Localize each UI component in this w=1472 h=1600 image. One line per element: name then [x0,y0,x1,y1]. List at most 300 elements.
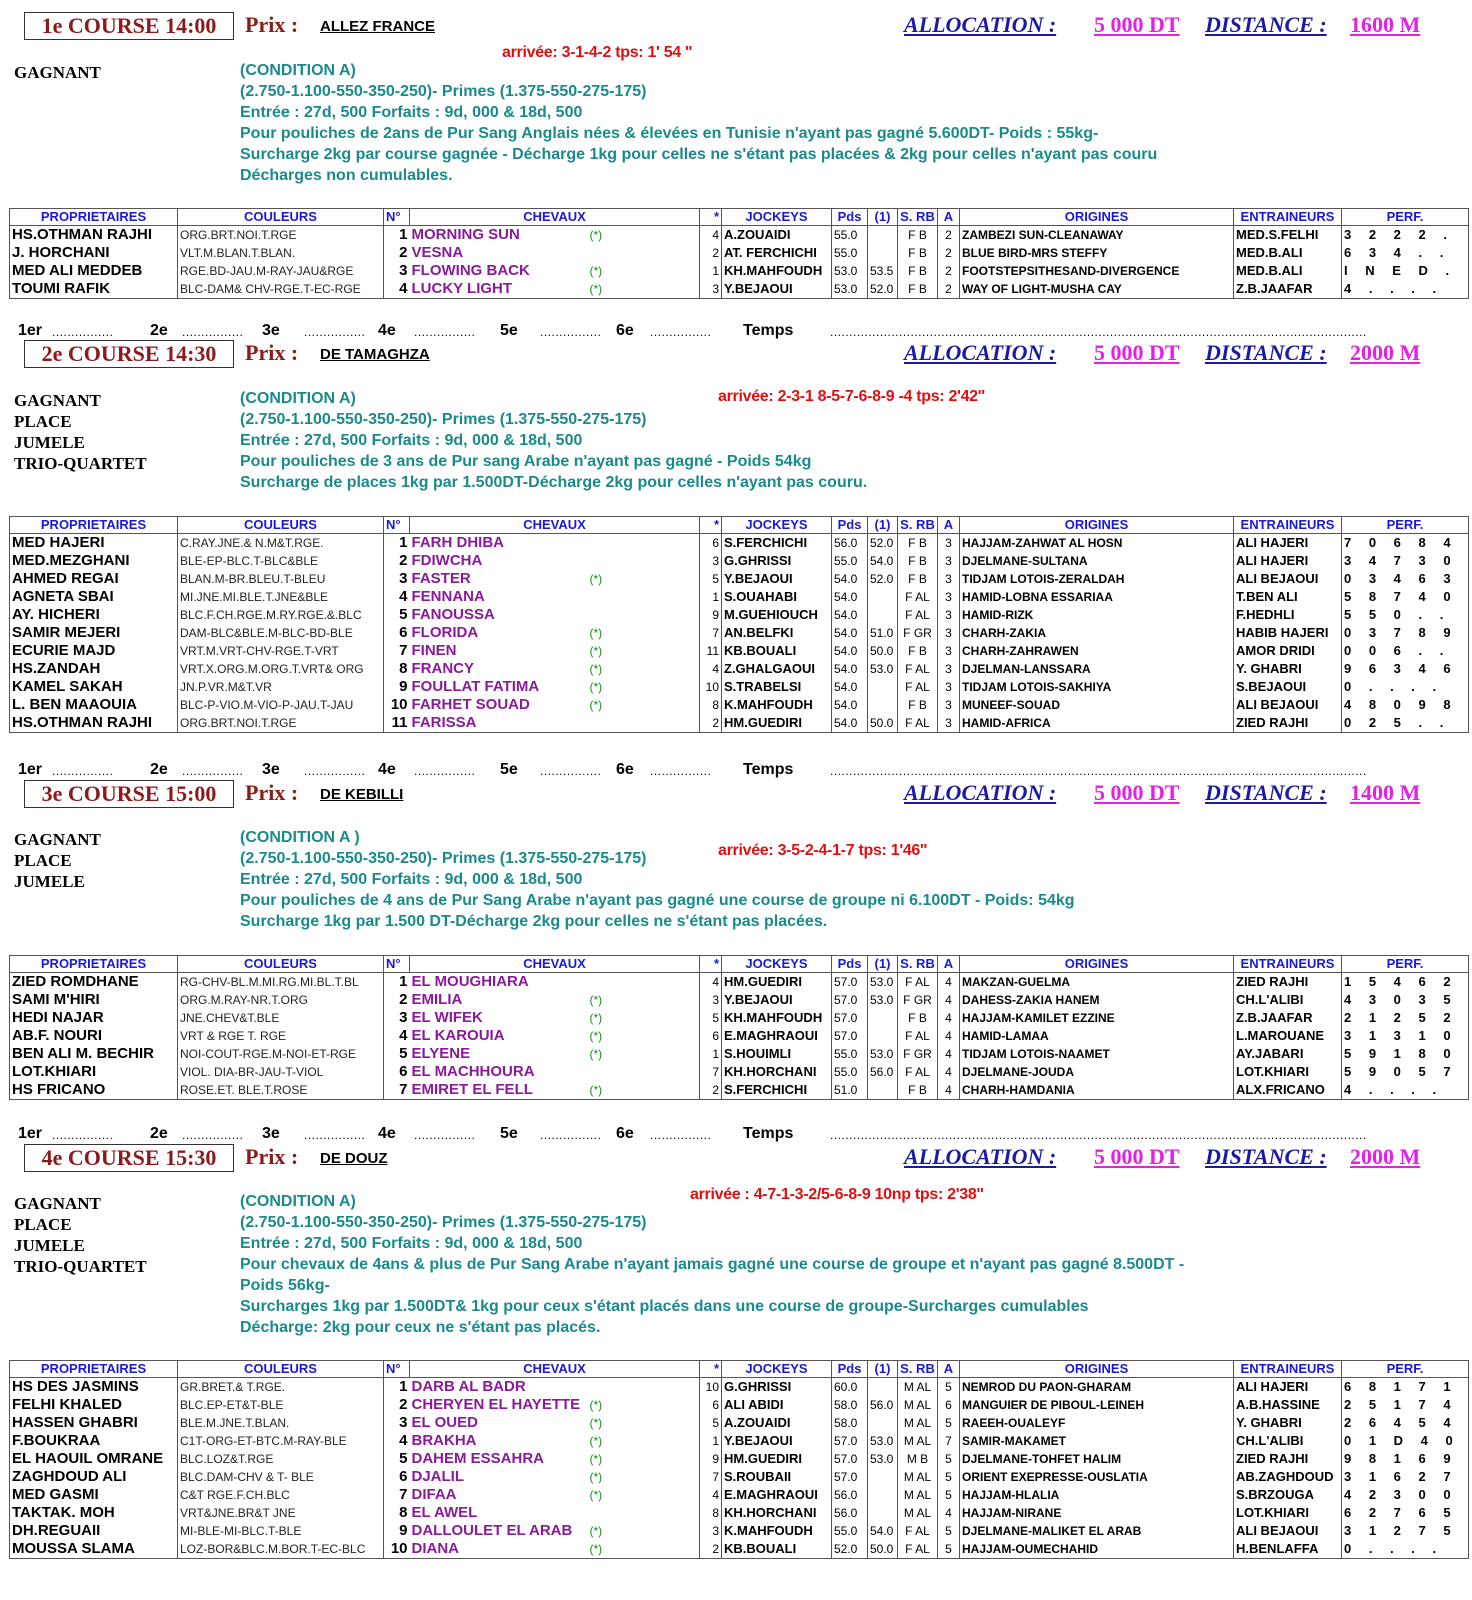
horse-cell [410,1063,700,1081]
runner-number: 7 [384,1081,410,1100]
bet-type: JUMELE [14,872,85,891]
weight: 56.0 [832,534,868,553]
entry-dots: ................ [414,764,476,778]
entry-dots: ............................................................................................................................................ [830,325,1367,339]
origins: MAKZAN-GUELMA [960,973,1234,992]
column-header: COULEURS [178,1361,384,1378]
owner: MED.MEZGHANI [10,552,178,570]
runner-number: 4 [384,1432,410,1450]
jockey: A.ZOUAIDI [722,226,832,245]
performance: 4 3 0 3 5 [1342,991,1469,1009]
blinker-mark: (*) [589,644,603,658]
jockey: K.MAHFOUDH [722,696,832,714]
sex-breed: F B [898,552,938,570]
runner-row[interactable] [10,1081,1469,1100]
horse-name: FASTER [411,570,471,587]
column-header: COULEURS [178,517,384,534]
placing-label-p3: 3e [262,322,280,339]
entry-dots: ................ [182,764,244,778]
performance: 6 2 7 6 5 [1342,1504,1469,1522]
colors: ORG.M.RAY-NR.T.ORG [178,991,384,1009]
race-conditions [240,1191,1184,1338]
draw-number: 3 [700,552,722,570]
runner-row[interactable] [10,606,1469,624]
performance: 2 1 2 5 2 [1342,1009,1469,1027]
runner-row[interactable] [10,570,1469,588]
bet-types [14,829,101,892]
horse-cell [410,1486,700,1504]
blinker-mark: (*) [589,264,603,278]
column-header: * [700,1361,722,1378]
runner-row[interactable] [10,1522,1469,1540]
weight-carried [868,588,898,606]
owner: AGNETA SBAI [10,588,178,606]
allocation-unit: DT [1149,340,1180,365]
sex-breed: F B [898,642,938,660]
condition-line: (2.750-1.100-550-350-250)- Primes (1.375-550-275-175) [240,411,647,428]
blinker-mark: (*) [589,662,603,676]
blinker-mark: (*) [589,1083,603,1097]
draw-number: 7 [700,624,722,642]
column-header: (1) [868,517,898,534]
column-header: N° [384,1361,410,1378]
jockey: S.HOUIMLI [722,1045,832,1063]
condition-line: Pour chevaux de 4ans & plus de Pur Sang Arabe n'ayant jamais gagné une course de groupe et n'ayant pas gagné 8.500DT - [240,1256,1185,1273]
placing-label-temps: Temps [743,322,794,339]
jockey: A.ZOUAIDI [722,1414,832,1432]
weight-carried [868,1027,898,1045]
blinker-mark: (*) [589,698,603,712]
sex-breed: M AL [898,1396,938,1414]
runner-row[interactable] [10,1378,1469,1397]
column-header: * [700,956,722,973]
draw-number: 1 [700,1432,722,1450]
colors: RG-CHV-BL.M.MI.RG.MI.BL.T.BL [178,973,384,992]
column-header: JOCKEYS [722,1361,832,1378]
runner-number: 1 [384,534,410,553]
weight: 60.0 [832,1378,868,1397]
colors: BLC-P-VIO.M-VIO-P-JAU.T-JAU [178,696,384,714]
age: 3 [938,624,960,642]
blinker-mark: (*) [589,1542,603,1556]
origins: TIDJAM LOTOIS-ZERALDAH [960,570,1234,588]
condition-line: Surcharges 1kg par 1.500DT& 1kg pour ceux s'étant placés dans une course de groupe-Surcharges cumulables [240,1298,1089,1315]
allocation-amount: 5 000 [1094,780,1144,805]
trainer: L.MAROUANE [1234,1027,1342,1045]
sex-breed: F B [898,534,938,553]
trainer: Z.B.JAAFAR [1234,280,1342,299]
performance: 4 . . . . [1342,1081,1469,1100]
entry-dots: ................ [650,764,712,778]
runner-row[interactable] [10,552,1469,570]
runners-table [9,516,1469,733]
entry-dots: ................ [540,1128,602,1142]
column-header: (1) [868,209,898,226]
horse-name: FARH DHIBA [411,534,504,551]
blinker-mark: (*) [589,1452,603,1466]
jockey: KH.MAHFOUDH [722,262,832,280]
column-header: A [938,517,960,534]
entry-dots: ................ [540,325,602,339]
distance-amount: 1600 [1350,12,1394,37]
age: 2 [938,280,960,299]
colors: C.RAY.JNE.& N.M&T.RGE. [178,534,384,553]
column-header: PROPRIETAIRES [10,1361,178,1378]
horse-name: FRANCY [411,660,474,677]
weight: 58.0 [832,1396,868,1414]
performance: 3 1 6 2 7 [1342,1468,1469,1486]
horse-cell [410,660,700,678]
placing-label-p3: 3e [262,1125,280,1142]
age: 3 [938,570,960,588]
runner-row[interactable] [10,696,1469,714]
trainer: H.BENLAFFA [1234,1540,1342,1559]
owner: ECURIE MAJD [10,642,178,660]
arrivee-result: arrivée: 2-3-1 8-5-7-6-8-9 -4 tps: 2'42'' [718,388,985,405]
table-header-row [10,956,1469,973]
horse-cell [410,1027,700,1045]
colors: C1T-ORG-ET-BTC.M-RAY-BLE [178,1432,384,1450]
sex-breed: F AL [898,606,938,624]
weight-carried [868,1009,898,1027]
owner: MOUSSA SLAMA [10,1540,178,1559]
origins: CHARH-ZAHRAWEN [960,642,1234,660]
blinker-mark: (*) [589,1524,603,1538]
jockey: E.MAGHRAOUI [722,1486,832,1504]
distance-unit: M [1399,12,1421,37]
runner-row[interactable] [10,660,1469,678]
origins: CHARH-HAMDANIA [960,1081,1234,1100]
horse-cell [410,1009,700,1027]
owner: DH.REGUAII [10,1522,178,1540]
jockey: Y.BEJAOUI [722,280,832,299]
race-header [0,780,1472,810]
blinker-mark: (*) [589,1488,603,1502]
runner-row[interactable] [10,588,1469,606]
runner-number: 1 [384,1378,410,1397]
column-header: COULEURS [178,956,384,973]
sex-breed: F AL [898,1540,938,1559]
jockey: KB.BOUALI [722,642,832,660]
weight-carried: 53.0 [868,660,898,678]
condition-line: (CONDITION A ) [240,829,360,846]
column-header: S. RB [898,209,938,226]
runners-table [9,1360,1469,1559]
runner-row[interactable] [10,1432,1469,1450]
horse-name: VESNA [411,244,464,261]
draw-number: 2 [700,1081,722,1100]
trainer: ALI HAJERI [1234,534,1342,553]
arrivee-result: arrivée: 3-1-4-2 tps: 1' 54 '' [502,44,693,61]
trainer: HABIB HAJERI [1234,624,1342,642]
horse-cell [410,1504,700,1522]
jockey: ALI ABIDI [722,1396,832,1414]
horse-cell [410,1378,700,1397]
jockey: S.FERCHICHI [722,534,832,553]
column-header: N° [384,956,410,973]
colors: ORG.BRT.NOI.T.RGE [178,226,384,245]
origins: HAJJAM-NIRANE [960,1504,1234,1522]
prix-name: ALLEZ FRANCE [320,18,435,35]
allocation-amount: 5 000 [1094,340,1144,365]
draw-number: 2 [700,1540,722,1559]
runner-row[interactable] [10,1045,1469,1063]
condition-line: (CONDITION A) [240,1193,356,1210]
owner: F.BOUKRAA [10,1432,178,1450]
sex-breed: F B [898,1009,938,1027]
draw-number: 5 [700,1009,722,1027]
draw-number: 2 [700,244,722,262]
runner-row[interactable] [10,642,1469,660]
distance-value [1350,780,1420,806]
allocation-unit: DT [1149,1144,1180,1169]
runner-row[interactable] [10,1396,1469,1414]
weight: 54.0 [832,642,868,660]
horse-name: FANOUSSA [411,606,495,623]
runner-row[interactable] [10,678,1469,696]
jockey: G.GHRISSI [722,552,832,570]
distance-value [1350,1144,1420,1170]
owner: HS.OTHMAN RAJHI [10,714,178,733]
origins: NEMROD DU PAON-GHARAM [960,1378,1234,1397]
distance-amount: 2000 [1350,340,1394,365]
distance-unit: M [1399,340,1421,365]
placing-label-p6: 6e [616,1125,634,1142]
age: 3 [938,642,960,660]
runner-row[interactable] [10,1414,1469,1432]
weight: 54.0 [832,624,868,642]
runner-number: 9 [384,1522,410,1540]
owner: MED HAJERI [10,534,178,553]
performance: 5 5 0 . . [1342,606,1469,624]
jockey: AT. FERCHICHI [722,244,832,262]
owner: HS DES JASMINS [10,1378,178,1397]
origins: MUNEEF-SOUAD [960,696,1234,714]
age: 5 [938,1468,960,1486]
runner-number: 9 [384,678,410,696]
colors: VIOL. DIA-BR-JAU-T-VIOL [178,1063,384,1081]
origins: HAJJAM-KAMILET EZZINE [960,1009,1234,1027]
age: 3 [938,696,960,714]
runner-number: 10 [384,1540,410,1559]
weight: 57.0 [832,1009,868,1027]
horse-cell [410,1396,700,1414]
owner: SAMIR MEJERI [10,624,178,642]
sex-breed: M AL [898,1486,938,1504]
colors: BLC.F.CH.RGE.M.RY.RGE.&.BLC [178,606,384,624]
draw-number: 8 [700,696,722,714]
column-header: S. RB [898,517,938,534]
weight-carried: 54.0 [868,552,898,570]
performance: 3 2 2 2 . [1342,226,1469,245]
weight-carried: 52.0 [868,280,898,299]
jockey: M.GUEHIOUCH [722,606,832,624]
colors: BLC.DAM-CHV & T- BLE [178,1468,384,1486]
horse-name: EL WIFEK [411,1009,483,1026]
runner-row[interactable] [10,973,1469,992]
runner-row[interactable] [10,1504,1469,1522]
allocation-unit: DT [1149,12,1180,37]
weight-carried [868,1081,898,1100]
draw-number: 9 [700,1450,722,1468]
weight-carried: 53.0 [868,973,898,992]
sex-breed: M AL [898,1468,938,1486]
performance: 2 6 4 5 4 [1342,1414,1469,1432]
weight: 55.0 [832,1522,868,1540]
jockey: KB.BOUALI [722,1540,832,1559]
draw-number: 1 [700,262,722,280]
draw-number: 4 [700,660,722,678]
condition-line: Surcharge 2kg par course gagnée - Décharge 1kg pour celles ne s'étant pas placées & 2kg pour celles n'ayant pas couru [240,146,1158,163]
distance-label: DISTANCE : [1205,12,1327,37]
colors: JN.P.VR.M&T.VR [178,678,384,696]
weight-carried: 50.0 [868,642,898,660]
bet-type: PLACE [14,1215,72,1234]
runner-number: 8 [384,1504,410,1522]
colors: JNE.CHEV&T.BLE [178,1009,384,1027]
allocation-amount: 5 000 [1094,12,1144,37]
bet-type: TRIO-QUARTET [14,1257,147,1276]
trainer: ZIED RAJHI [1234,1450,1342,1468]
runner-number: 2 [384,991,410,1009]
performance: 4 . . . . [1342,280,1469,299]
horse-cell [410,714,700,733]
draw-number: 8 [700,1504,722,1522]
runner-row[interactable] [10,226,1469,245]
runners-table [9,208,1469,299]
performance: 5 9 1 8 0 [1342,1045,1469,1063]
sex-breed: M B [898,1450,938,1468]
trainer: S.BRZOUGA [1234,1486,1342,1504]
result-entry-line [0,322,1472,342]
allocation-value [1094,340,1180,366]
age: 3 [938,660,960,678]
condition-line: (CONDITION A) [240,62,356,79]
performance: 6 3 4 . . [1342,244,1469,262]
colors: NOI-COUT-RGE.M-NOI-ET-RGE [178,1045,384,1063]
owner: AY. HICHERI [10,606,178,624]
column-header: Pds [832,209,868,226]
column-header: ENTRAINEURS [1234,209,1342,226]
runner-row[interactable] [10,1450,1469,1468]
sex-breed: F B [898,1081,938,1100]
weight: 57.0 [832,991,868,1009]
sex-breed: F GR [898,624,938,642]
colors: BLC-DAM& CHV-RGE.T-EC-RGE [178,280,384,299]
runner-row[interactable] [10,624,1469,642]
horse-cell [410,1468,700,1486]
result-entry-line [0,761,1472,781]
runner-row[interactable] [10,534,1469,553]
age: 6 [938,1396,960,1414]
trainer: T.BEN ALI [1234,588,1342,606]
runner-row[interactable] [10,244,1469,262]
weight: 53.0 [832,262,868,280]
horse-cell [410,262,700,280]
jockey: KH.HORCHANI [722,1063,832,1081]
horse-cell [410,696,700,714]
race-time: 14:00 [165,13,217,38]
origins: RAEEH-OUALEYF [960,1414,1234,1432]
runner-row[interactable] [10,1540,1469,1559]
draw-number: 10 [700,1378,722,1397]
runner-row[interactable] [10,1063,1469,1081]
jockey: G.GHRISSI [722,1378,832,1397]
runner-row[interactable] [10,714,1469,733]
owner: HS.ZANDAH [10,660,178,678]
weight-carried: 52.0 [868,534,898,553]
horse-name: MORNING SUN [411,226,520,243]
runner-row[interactable] [10,1486,1469,1504]
weight: 55.0 [832,1063,868,1081]
jockey: E.MAGHRAOUI [722,1027,832,1045]
weight: 51.0 [832,1081,868,1100]
column-header: S. RB [898,956,938,973]
entry-dots: ................ [304,764,366,778]
bet-type: GAGNANT [14,63,101,82]
origins: SAMIR-MAKAMET [960,1432,1234,1450]
owner: AB.F. NOURI [10,1027,178,1045]
column-header: CHEVAUX [410,209,700,226]
runner-row[interactable] [10,262,1469,280]
column-header: JOCKEYS [722,956,832,973]
placing-label-p6: 6e [616,322,634,339]
performance: 4 8 0 9 8 [1342,696,1469,714]
runner-row[interactable] [10,1468,1469,1486]
placing-label-p6: 6e [616,761,634,778]
runner-row[interactable] [10,280,1469,299]
origins: TIDJAM LOTOIS-SAKHIYA [960,678,1234,696]
runner-number: 2 [384,244,410,262]
race-number: 4e COURSE [41,1145,160,1170]
draw-number: 5 [700,1414,722,1432]
runner-number: 3 [384,1009,410,1027]
horse-name: DJALIL [411,1468,464,1485]
weight-carried: 53.0 [868,1432,898,1450]
prix-label: Prix : [245,780,299,805]
horse-name: EL KAROUIA [411,1027,505,1044]
horse-cell [410,226,700,245]
horse-name: LUCKY LIGHT [411,280,513,297]
column-header: CHEVAUX [410,956,700,973]
placing-label-p3: 3e [262,761,280,778]
draw-number: 1 [700,588,722,606]
runner-number: 5 [384,1045,410,1063]
owner: ZIED ROMDHANE [10,973,178,992]
prix-label: Prix : [245,1144,299,1169]
horse-name: DIFAA [411,1486,457,1503]
blinker-mark: (*) [589,282,603,296]
prix-name: DE KEBILLI [320,786,404,803]
column-header: PERF. [1342,956,1469,973]
sex-breed: M AL [898,1414,938,1432]
blinker-mark: (*) [589,1011,603,1025]
runner-row[interactable] [10,1009,1469,1027]
performance: 3 1 2 7 5 [1342,1522,1469,1540]
owner: MED GASMI [10,1486,178,1504]
horse-name: DARB AL BADR [411,1378,526,1395]
placing-label-temps: Temps [743,1125,794,1142]
allocation-value [1094,12,1180,38]
trainer: ALI HAJERI [1234,1378,1342,1397]
placing-label-p2: 2e [150,322,168,339]
weight-carried [868,1414,898,1432]
entry-dots: ................ [414,1128,476,1142]
race-number: 1e COURSE [41,13,160,38]
runner-row[interactable] [10,1027,1469,1045]
runner-row[interactable] [10,991,1469,1009]
horse-name: EL OUED [411,1414,478,1431]
